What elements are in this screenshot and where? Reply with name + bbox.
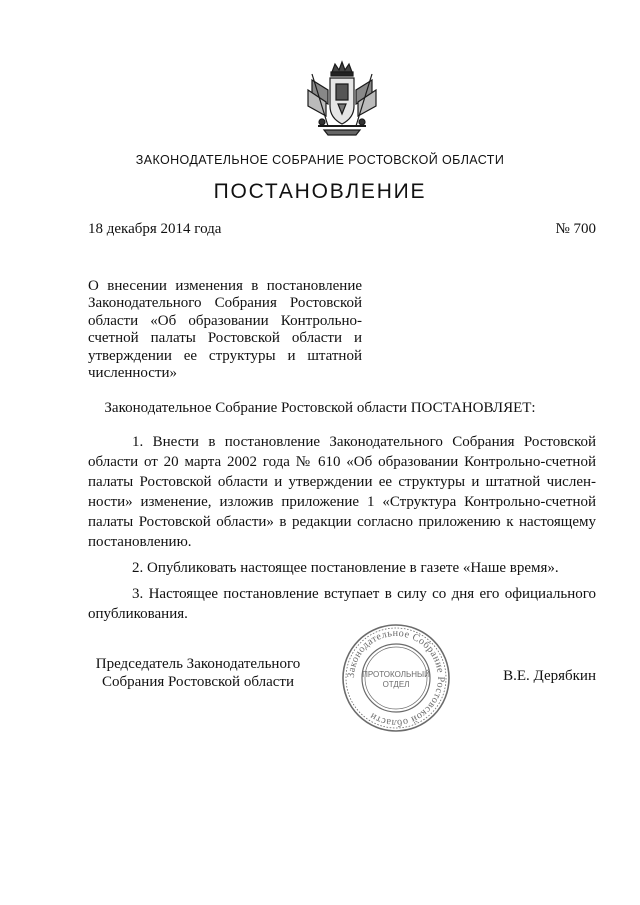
signer-position-line: Председатель Законодательного xyxy=(95,656,301,672)
document-subject: О внесении изменения в постановление Законодательного Собрания Ростовской области «Об образовании Контрольно-счетной палаты Ростовской области и утверждении ее структуры и штатной численности» xyxy=(88,278,362,382)
resolution-body xyxy=(88,432,596,630)
document-type-title: ПОСТАНОВЛЕНИЕ xyxy=(213,180,427,203)
signer-name: В.Е. Дерябкин xyxy=(503,668,596,684)
document-number: № 700 xyxy=(555,221,596,237)
resolution-item: 2. Опубликовать настоящее постановление в газете «Наше время». xyxy=(132,560,559,576)
stamp-center-text: ПРОТОКОЛЬНЫЙ xyxy=(362,670,430,679)
stamp-ring-text: Законодательное Собрание Ростовской области xyxy=(345,627,447,729)
coat-of-arms-icon xyxy=(302,60,382,138)
organization-name: ЗАКОНОДАТЕЛЬНОЕ СОБРАНИЕ РОСТОВСКОЙ ОБЛАСТИ xyxy=(135,153,505,167)
resolution-item: 3. Настоящее постановление вступает в силу со дня его официального опубликования. xyxy=(88,586,596,622)
resolution-item: 1. Внести в постановление Законодательного Собрания Ростовской области от 20 марта 2002 года № 610 «Об образовании Контрольно-счетной палаты Ростовской области и утверждении ее структуры и штатной численности» изменение, изложив приложение 1 «Структура Контрольно-счетной палаты Ростовской области» в редакции согласно приложению к настоящему постановлению. xyxy=(88,434,596,550)
signer-position-line: Собрания Ростовской области xyxy=(102,674,294,690)
stamp-center-text: ОТДЕЛ xyxy=(382,680,410,689)
document-date: 18 декабря 2014 года xyxy=(88,221,222,237)
official-stamp-icon xyxy=(340,622,452,734)
preamble: Законодательное Собрание Ростовской области ПОСТАНОВЛЯЕТ: xyxy=(104,400,536,416)
signer-position xyxy=(88,655,308,691)
